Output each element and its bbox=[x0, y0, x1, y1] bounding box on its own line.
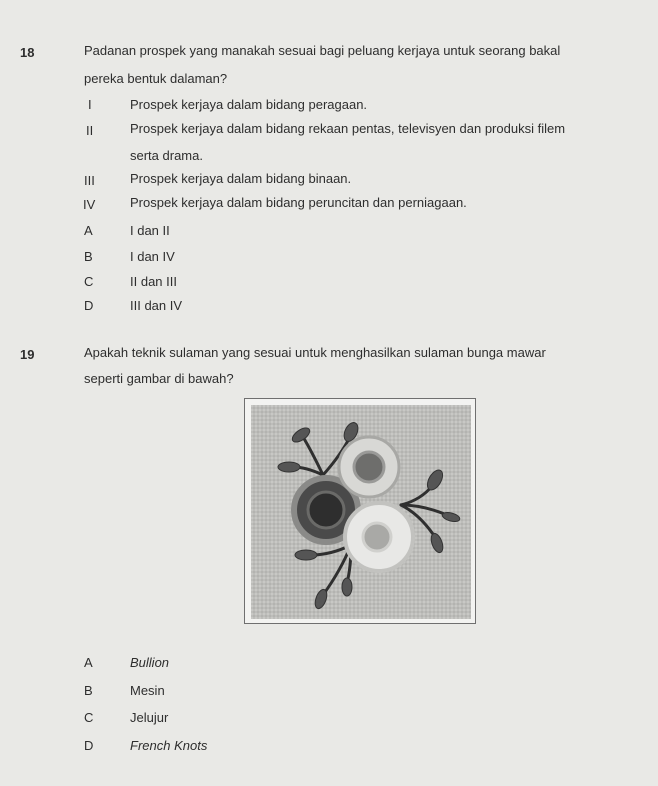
option-letter[interactable]: A bbox=[84, 655, 93, 670]
statement-numeral: II bbox=[86, 123, 94, 138]
option-text[interactable]: I dan II bbox=[130, 223, 170, 238]
option-letter[interactable]: D bbox=[84, 738, 94, 753]
statement-numeral: IV bbox=[83, 197, 96, 212]
question-18-stem-line1: Padanan prospek yang manakah sesuai bagi peluang kerjaya untuk seorang bakal bbox=[84, 43, 561, 58]
statement-text: Prospek kerjaya dalam bidang peragaan. bbox=[130, 97, 368, 112]
question-19-number: 19 bbox=[20, 347, 35, 362]
statement-text-continuation: serta drama. bbox=[130, 148, 203, 163]
option-text[interactable]: II dan III bbox=[130, 274, 177, 289]
option-text[interactable]: Jelujur bbox=[130, 710, 169, 725]
option-letter[interactable]: C bbox=[84, 710, 94, 725]
question-18-number: 18 bbox=[20, 45, 35, 60]
option-letter[interactable]: D bbox=[84, 298, 94, 313]
statement-text: Prospek kerjaya dalam bidang peruncitan dan perniagaan. bbox=[130, 195, 467, 210]
option-letter[interactable]: B bbox=[84, 683, 93, 698]
option-letter[interactable]: C bbox=[84, 274, 94, 289]
option-letter[interactable]: A bbox=[84, 223, 93, 238]
option-text[interactable]: Bullion bbox=[130, 655, 170, 670]
question-18-stem-line2: pereka bentuk dalaman? bbox=[84, 71, 228, 86]
statement-text: Prospek kerjaya dalam bidang binaan. bbox=[130, 171, 352, 186]
option-text[interactable]: Mesin bbox=[130, 683, 165, 698]
statement-numeral: I bbox=[88, 97, 92, 112]
statement-text: Prospek kerjaya dalam bidang rekaan pentas, televisyen dan produksi filem bbox=[130, 121, 566, 136]
option-text[interactable]: I dan IV bbox=[130, 249, 175, 264]
option-text[interactable]: French Knots bbox=[130, 738, 208, 753]
question-19-stem-line1: Apakah teknik sulaman yang sesuai untuk menghasilkan sulaman bunga mawar bbox=[84, 345, 546, 360]
question-19-stem-line2: seperti gambar di bawah? bbox=[84, 371, 234, 386]
option-letter[interactable]: B bbox=[84, 249, 93, 264]
statement-numeral: III bbox=[84, 173, 95, 188]
rose-embroidery-illustration bbox=[251, 405, 471, 619]
rose-embroidery-image bbox=[244, 398, 476, 624]
option-text[interactable]: III dan IV bbox=[130, 298, 183, 313]
